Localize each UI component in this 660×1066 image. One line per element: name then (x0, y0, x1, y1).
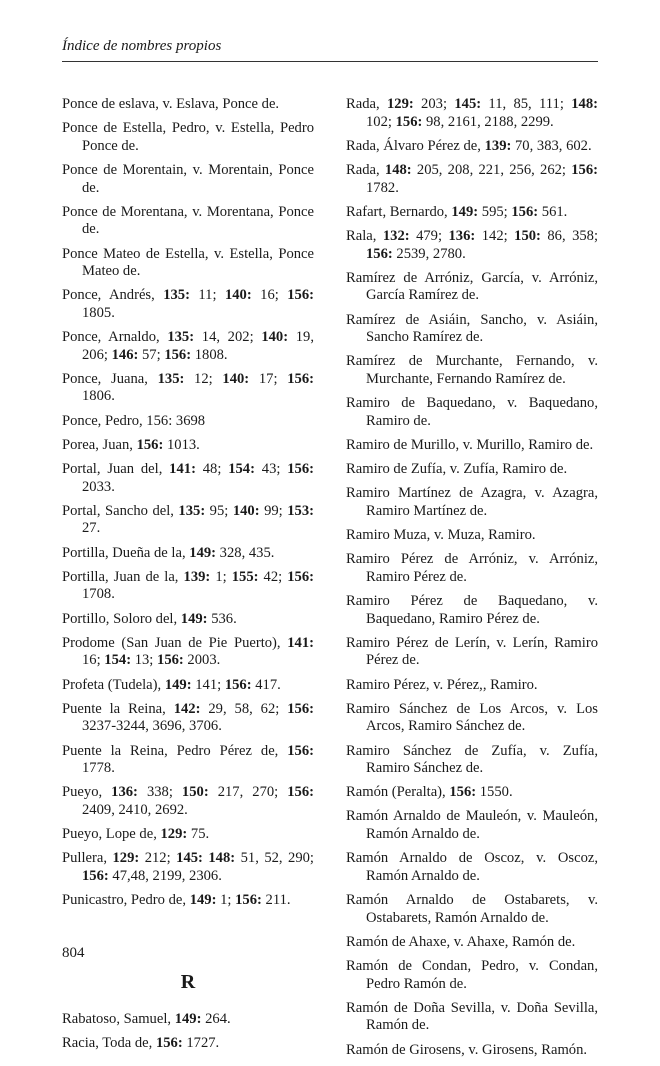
entry-text: Ramiro Sánchez de Zufía, v. Zufía, Ramiro Sánchez de. (346, 742, 598, 777)
index-entry (62, 743, 314, 778)
entry-text: 212; (139, 850, 177, 867)
index-entry (62, 461, 314, 496)
entry-text: Ramiro Pérez de Lerín, v. Lerín, Ramiro Pérez de. (346, 634, 598, 669)
index-entry (62, 503, 314, 538)
entry-text: 141; (191, 676, 225, 693)
index-entry (62, 1011, 314, 1029)
entry-text: Ponce Mateo de Estella, v. Estella, Ponce Mateo de. (62, 245, 314, 280)
index-entry (62, 826, 314, 844)
entry-text: Ramón de Doña Sevilla, v. Doña Sevilla, Ramón de. (346, 999, 598, 1034)
entry-text: Ramón Arnaldo de Ostabarets, v. Ostabarets, Ramón Arnaldo de. (346, 892, 598, 926)
volume-number: 155: (231, 568, 259, 585)
entry-text: Portilla, Juan de la, (62, 568, 184, 585)
index-entry (62, 784, 314, 819)
volume-number: 156: (571, 161, 598, 178)
entry-text: Pullera, (62, 850, 113, 867)
volume-number: 132: (382, 227, 410, 244)
entry-text: Portal, Juan del, (62, 461, 170, 478)
volume-number: 139: (484, 137, 512, 154)
entry-text: Porea, Juan, (62, 436, 137, 453)
index-entry (62, 611, 314, 629)
entry-text: Ramiro Muza, v. Muza, Ramiro. (346, 527, 536, 543)
entry-text: 99; (259, 502, 288, 519)
left-entries (62, 96, 314, 910)
volume-number: 156: (287, 784, 314, 801)
entry-text: 11, 85, 111; (481, 96, 572, 112)
volume-number: 156: (449, 784, 477, 801)
index-entry (62, 545, 314, 563)
entry-text: Ramón Arnaldo de Oscoz, v. Oscoz, Ramón Arnaldo de. (346, 850, 598, 884)
entry-text: Ramírez de Arróniz, García, v. Arróniz, García Ramírez de. (346, 269, 598, 304)
index-entry (346, 353, 598, 388)
index-entry (62, 850, 314, 885)
entry-text: 1782. (366, 179, 399, 196)
entry-text: 13; (131, 652, 158, 669)
volume-number: 140: (261, 329, 289, 346)
entry-text: 1; (216, 892, 236, 909)
index-entry (62, 246, 314, 281)
entry-text: 1805. (82, 304, 115, 321)
index-entry (346, 892, 598, 927)
entry-text: 1013. (163, 436, 200, 453)
volume-number: 139: (183, 568, 211, 585)
entry-text: 11; (189, 287, 225, 304)
volume-number: 150: (514, 227, 541, 244)
entry-text: Ramón de Girosens, v. Girosens, Ramón. (346, 1041, 588, 1058)
entry-text: Rabatoso, Samuel, (62, 1011, 175, 1028)
volume-number: 156: (224, 676, 252, 693)
index-entry (62, 1035, 314, 1053)
volume-number: 135: (163, 287, 190, 304)
index-entry (346, 958, 598, 993)
index-entry (346, 461, 598, 479)
index-entry (346, 138, 598, 156)
entry-text: 70, 383, 602. (511, 137, 592, 154)
entry-text: 1708. (82, 586, 115, 603)
index-entry (346, 784, 598, 802)
index-entry (62, 677, 314, 695)
entry-text: Ramón de Ahaxe, v. Ahaxe, Ramón de. (346, 933, 576, 950)
volume-number: 150: (181, 784, 209, 801)
running-title: Índice de nombres propios (62, 38, 598, 62)
entry-text: 16; (82, 652, 105, 669)
volume-number: 156: (157, 652, 184, 669)
index-entry (62, 892, 314, 910)
index-entry (346, 485, 598, 520)
index-entry (346, 551, 598, 586)
volume-number: 135: (157, 370, 185, 387)
volume-number: 136: (448, 227, 476, 244)
entry-text: Ponce, Pedro, 156: 3698 (62, 412, 206, 429)
entry-text: Portal, Sancho del, (62, 502, 179, 519)
volume-number: 145: (454, 96, 482, 112)
entry-text: 328, 435. (216, 544, 275, 561)
entry-text: Ponce de Morentana, v. Morentana, Ponce de. (62, 203, 314, 238)
entry-text: Ramón (Peralta), (346, 784, 450, 801)
entry-text: Ponce, Arnaldo, (62, 329, 168, 346)
volume-number: 129: (386, 96, 414, 112)
index-entry (346, 204, 598, 222)
volume-number: 156: (287, 461, 314, 478)
entry-text: 338; (137, 784, 182, 801)
entry-text: Profeta (Tudela), (62, 676, 165, 693)
entry-text: Ramírez de Murchante, Fernando, v. Murchante, Fernando Ramírez de. (346, 353, 598, 387)
entry-text: Rada, (346, 161, 385, 178)
entry-text: 2409, 2410, 2692. (82, 801, 188, 818)
entry-text: Ramiro Sánchez de Los Arcos, v. Los Arcos, Ramiro Sánchez de. (346, 700, 598, 735)
entry-text: 27. (82, 520, 101, 537)
index-entry (346, 850, 598, 885)
entry-text: Ramiro de Zufía, v. Zufía, Ramiro de. (346, 461, 568, 478)
entry-text: 479; (409, 227, 449, 244)
volume-number: 140: (222, 370, 250, 387)
index-entry (62, 701, 314, 736)
index-entry (346, 162, 598, 197)
entry-text: 86, 358; (540, 227, 599, 244)
entry-text: 102; (366, 113, 396, 130)
entry-text: Ramírez de Asiáin, Sancho, v. Asiáin, Sancho Ramírez de. (346, 311, 598, 346)
entry-text: 1778. (82, 760, 115, 777)
section-letter-heading: R (180, 970, 196, 993)
entry-text: Portilla, Dueña de la, (62, 544, 190, 561)
volume-number: 149: (189, 892, 217, 909)
index-entry (62, 329, 314, 364)
entry-text: 1806. (82, 388, 115, 405)
volume-number: 149: (451, 203, 479, 220)
entry-text: 19, 206; (82, 329, 314, 363)
volume-number: 148: (384, 161, 412, 178)
entry-text: 211. (261, 892, 291, 909)
entry-text: Ramón de Condan, Pedro, v. Condan, Pedro Ramón de. (346, 958, 598, 992)
volume-number: 129: (160, 826, 188, 843)
entry-text: 75. (187, 826, 210, 843)
index-entry (346, 701, 598, 736)
entry-text: 217, 270; (208, 784, 288, 801)
entry-text: 16; (251, 287, 288, 304)
entry-text: 1808. (191, 346, 228, 363)
index-entry (346, 270, 598, 305)
entry-text: 17; (249, 370, 288, 387)
entry-text: Ramiro de Baquedano, v. Baquedano, Ramiro de. (346, 395, 598, 429)
entry-text: 2003. (183, 652, 221, 669)
volume-number: 146: (111, 346, 139, 363)
index-entry (346, 312, 598, 347)
index-entry (62, 635, 314, 670)
volume-number: 156: (136, 436, 164, 453)
entry-text: Pueyo, (62, 784, 112, 801)
volume-number: 149: (180, 610, 208, 627)
index-entry (62, 569, 314, 604)
volume-number: 156: (287, 742, 314, 759)
volume-number: 156: (511, 203, 539, 220)
index-entry (62, 96, 314, 114)
entry-text: Rala, (346, 227, 383, 244)
page-number: 804 (62, 945, 85, 961)
index-entry (346, 395, 598, 430)
volume-number: 140: (232, 502, 260, 519)
index-entry (346, 593, 598, 628)
volume-number: 153: (287, 502, 314, 519)
index-entry (346, 527, 598, 545)
volume-number: 149: (164, 676, 192, 693)
entry-text: Ponce de Morentain, v. Morentain, Ponce de. (62, 161, 314, 196)
entry-text: 417. (251, 676, 281, 693)
volume-number: 156: (287, 700, 314, 717)
entry-text: Ponce, Juana, (62, 370, 158, 387)
entry-text: Ramón Arnaldo de Mauleón, v. Mauleón, Ramón Arnaldo de. (346, 808, 598, 843)
entry-text: Ponce de eslava, v. Eslava, Ponce de. (62, 96, 280, 112)
entry-text: 57; (138, 346, 165, 363)
left-entries-after (62, 1011, 314, 1053)
index-column-right (346, 96, 598, 1066)
index-entry (346, 1000, 598, 1035)
index-entry (346, 677, 598, 695)
entry-text: Puente la Reina, Pedro Pérez de, (62, 742, 288, 759)
index-entry (346, 437, 598, 455)
volume-number: 149: (189, 544, 217, 561)
entry-text: Rada, (346, 96, 387, 112)
entry-text: 1; (210, 568, 232, 585)
entry-text: 1550. (476, 784, 513, 801)
volume-number: 156: (287, 568, 315, 585)
index-entry (62, 413, 314, 431)
index-entry (62, 162, 314, 197)
entry-text: 51, 52, 290; (235, 850, 314, 867)
volume-number: 156: (366, 245, 393, 262)
entry-text: 14, 202; (194, 329, 262, 346)
entry-text: Prodome (San Juan de Pie Puerto), (62, 634, 288, 651)
volume-number: 135: (178, 502, 206, 519)
entry-text: Ponce de Estella, Pedro, v. Estella, Pedro Ponce de. (62, 120, 314, 154)
entry-text: Rafart, Bernardo, (346, 203, 452, 220)
entry-text: 98, 2161, 2188, 2299. (422, 113, 554, 130)
entry-text: Punicastro, Pedro de, (62, 892, 190, 909)
entry-text: Rada, Álvaro Pérez de, (346, 137, 485, 154)
entry-text: 29, 58, 62; (200, 700, 288, 717)
entry-text: 1727. (182, 1035, 220, 1052)
entry-text: 48; (195, 461, 229, 478)
entry-text: Pueyo, Lope de, (62, 826, 161, 843)
volume-number: 156: (155, 1035, 183, 1052)
volume-number: 154: (228, 461, 255, 478)
volume-number: 140: (224, 287, 252, 304)
entry-text: 42; (258, 568, 288, 585)
entry-text: Portillo, Soloro del, (62, 610, 181, 627)
volume-number: 156: (287, 370, 314, 387)
index-entry (346, 635, 598, 670)
index-entry (62, 287, 314, 322)
entry-text: Ramiro Pérez, v. Pérez,, Ramiro. (346, 676, 538, 693)
index-entry (346, 808, 598, 843)
volume-number: 154: (104, 652, 132, 669)
entry-text: 595; (478, 203, 512, 220)
index-column-left (62, 96, 314, 1060)
index-entry (62, 437, 314, 455)
entry-text: 12; (184, 370, 223, 387)
volume-number: 156: (395, 113, 423, 130)
entry-text: 264. (201, 1011, 231, 1028)
entry-text: Ramiro Martínez de Azagra, v. Azagra, Ramiro Martínez de. (346, 485, 598, 519)
volume-number: 156: (287, 287, 314, 304)
index-entry (346, 1042, 598, 1060)
entry-text: 2033. (82, 478, 115, 495)
entry-text: Puente la Reina, (62, 700, 174, 717)
index-entry (346, 96, 598, 131)
entry-text: 142; (475, 227, 515, 244)
volume-number: 156: (82, 867, 109, 884)
entry-text: 205, 208, 221, 256, 262; (411, 161, 572, 178)
entry-text: Ramiro de Murillo, v. Murillo, Ramiro de. (346, 436, 594, 453)
entry-text: 2539, 2780. (392, 245, 466, 262)
entry-text: 561. (538, 203, 568, 220)
volume-number: 141: (169, 461, 196, 478)
volume-number: 129: (112, 850, 140, 867)
entry-text: Racia, Toda de, (62, 1035, 156, 1052)
index-entry (346, 934, 598, 952)
right-entries (346, 96, 598, 1059)
index-entry (62, 204, 314, 239)
entry-text: 47,48, 2199, 2306. (108, 867, 222, 884)
entry-text: Ramiro Pérez de Baquedano, v. Baquedano, Ramiro Pérez de. (346, 592, 598, 627)
index-entry (62, 120, 314, 155)
volume-number: 135: (167, 329, 195, 346)
volume-number: 142: (173, 700, 201, 717)
volume-number: 156: (235, 892, 262, 909)
volume-number: 148: (571, 96, 598, 112)
entry-text: 95; (205, 502, 233, 519)
volume-number: 149: (174, 1011, 202, 1028)
entry-text: Ponce, Andrés, (62, 287, 164, 304)
volume-number: 145: 148: (176, 850, 236, 867)
index-entry (346, 743, 598, 778)
volume-number: 141: (287, 634, 314, 651)
volume-number: 156: (164, 346, 192, 363)
index-entry (346, 228, 598, 263)
entry-text: 3237-3244, 3696, 3706. (82, 718, 222, 735)
volume-number: 136: (111, 784, 138, 801)
index-entry (62, 371, 314, 406)
entry-text: 203; (413, 96, 455, 112)
entry-text: 43; (254, 461, 288, 478)
entry-text: 536. (207, 610, 237, 627)
entry-text: Ramiro Pérez de Arróniz, v. Arróniz, Ramiro Pérez de. (346, 551, 598, 585)
